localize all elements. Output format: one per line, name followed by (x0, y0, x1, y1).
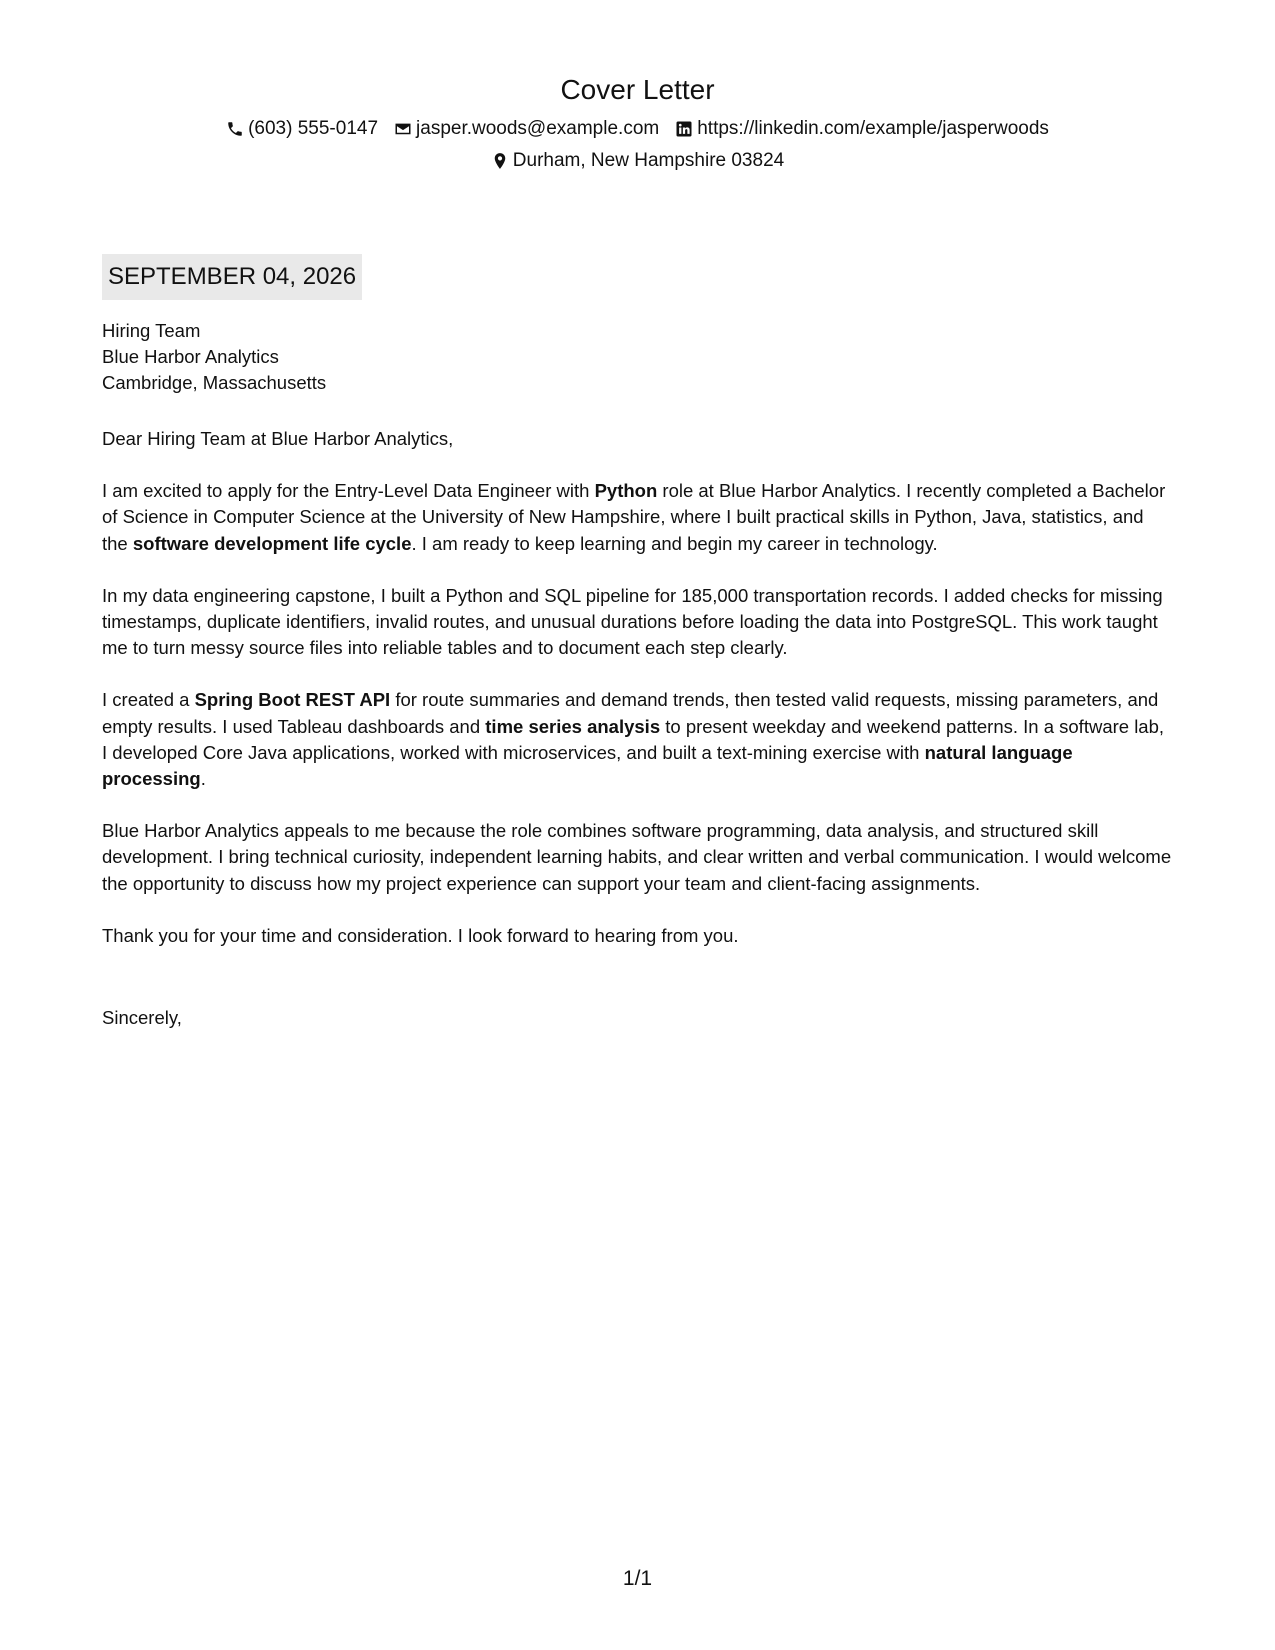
recipient-line: Cambridge, Massachusetts (102, 372, 327, 393)
email-address: jasper.woods@example.com (416, 118, 660, 139)
phone-icon (226, 120, 244, 138)
location-text: Durham, New Hampshire 03824 (512, 150, 785, 171)
phone-contact (226, 116, 378, 142)
document-title: Cover Letter (560, 74, 715, 105)
paragraph-intro: I am excited to apply for the Entry-Level Data Engineer with Python role at Blue Harbor Analytics. I recently completed a Bachelor of Science in Computer Science at the University of New Hampshire, where I built practical skills in Python, Java, statistics, and the software development life cycle. I am ready to keep learning and begin my career in technology. (102, 480, 1166, 554)
email-contact[interactable] (394, 116, 659, 142)
contact-row (0, 116, 1275, 142)
recipient-block (102, 318, 326, 396)
recipient-line: Hiring Team (102, 320, 201, 341)
letter-header (0, 70, 1275, 174)
paragraph-thanks: Thank you for your time and consideration. I look forward to hearing from you. (102, 924, 739, 946)
paragraph-motivation: Blue Harbor Analytics appeals to me because the role combines software programming, data analysis, and structured skill development. I bring technical curiosity, independent learning habits, and clear written and verbal communication. I would welcome the opportunity to discuss how my project experience can support your team and client-facing assignments. (102, 820, 1172, 894)
envelope-icon (394, 120, 412, 138)
recipient-line: Blue Harbor Analytics (102, 346, 279, 367)
paragraph-capstone: In my data engineering capstone, I built a Python and SQL pipeline for 185,000 transportation records. I added checks for missing timestamps, duplicate identifiers, invalid routes, and unusual durations before loading the data into PostgreSQL. This work taught me to turn messy source files into reliable tables and to document each step clearly. (102, 584, 1163, 659)
phone-number: (603) 555-0147 (248, 118, 379, 139)
location-row (0, 148, 1275, 174)
closing: Sincerely, (102, 1007, 182, 1028)
letter-body (102, 426, 1174, 975)
salutation: Dear Hiring Team at Blue Harbor Analytics, (102, 428, 454, 449)
page-number: 1/1 (622, 1567, 653, 1590)
linkedin-contact[interactable] (675, 116, 1049, 142)
paragraph-projects: I created a Spring Boot REST API for route summaries and demand trends, then tested valid requests, missing parameters, and empty results. I used Tableau dashboards and time series analysis to present weekday and weekend patterns. In a software lab, I developed Core Java applications, worked with microservices, and built a text-mining exercise with natural language processing. (102, 689, 1165, 790)
map-marker-icon (491, 152, 509, 170)
letter-date: SEPTEMBER 04, 2026 (102, 254, 362, 300)
linkedin-icon (675, 120, 693, 138)
linkedin-url: https://linkedin.com/example/jasperwoods (697, 118, 1049, 139)
location-contact (491, 148, 784, 174)
